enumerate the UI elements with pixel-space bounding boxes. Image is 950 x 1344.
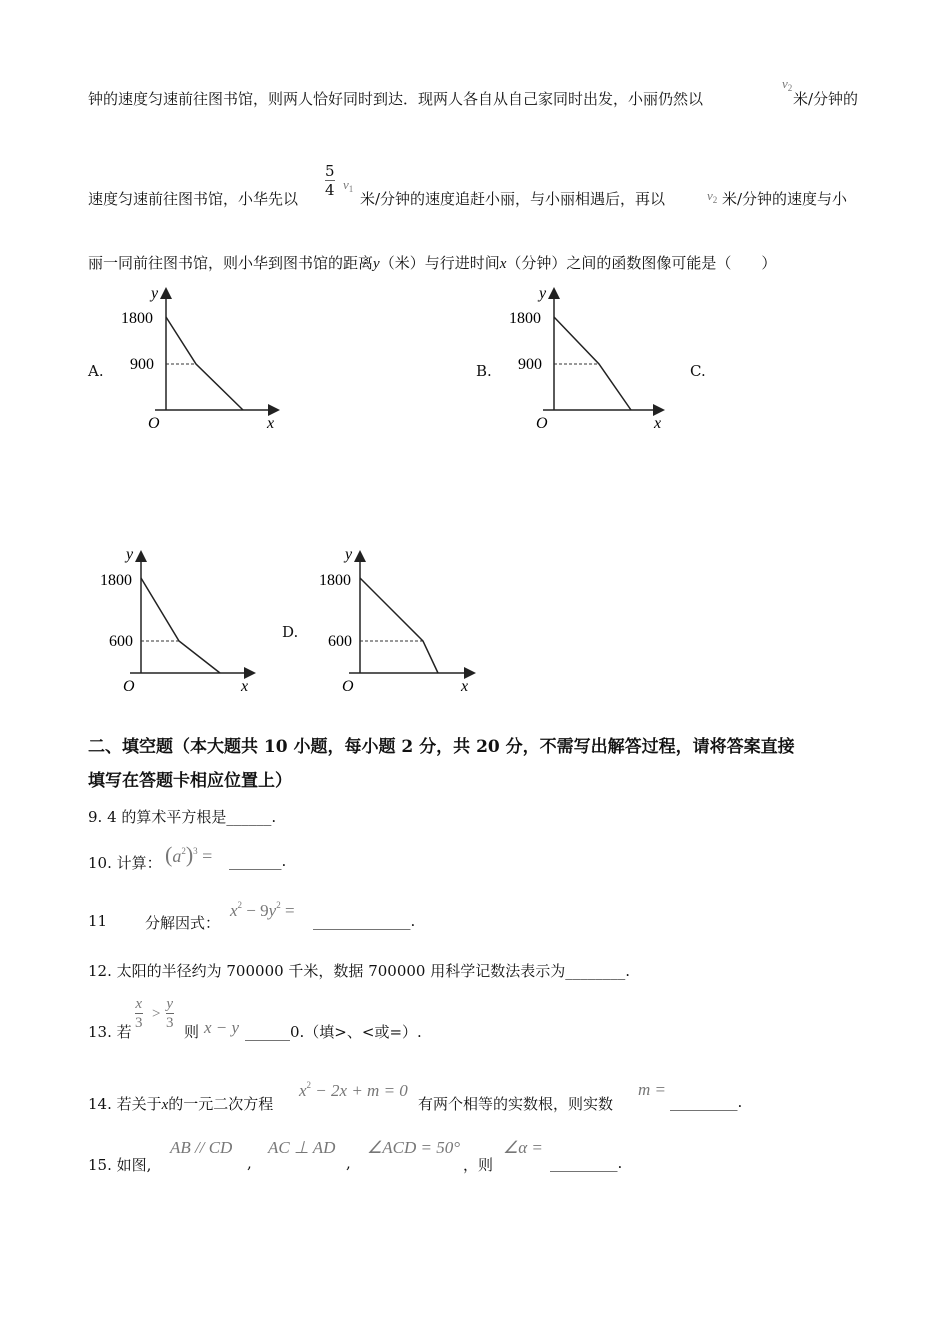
question-10-blank[interactable]: _______. xyxy=(229,852,287,870)
question-10-expression: $(a^2)^3$ = xyxy=(165,842,213,867)
question-13-fraction-1: $\frac{x}{3}$ xyxy=(135,996,143,1031)
section-heading-line1: 二、填空题（本大题共 10 小题，每小题 2 分，共 20 分，不需写出解答过程，请将答案直接 xyxy=(88,737,795,757)
question-11-number: 11 xyxy=(88,912,108,930)
q8-fraction-5-4: $\frac{5}{4}$ xyxy=(325,162,335,199)
graph-d xyxy=(315,545,485,695)
y-axis-label: y xyxy=(151,285,159,302)
tick-1800: 1800 xyxy=(121,310,153,327)
q8-line3: 丽一同前往图书馆，则小华到图书馆的距离y（米）与行进时间x（分钟）之间的函数图像可能是（ ） xyxy=(88,254,777,272)
question-14-equation: $x^2 - 2x + m = 0$ xyxy=(299,1080,408,1100)
y-axis-label: y xyxy=(126,546,134,563)
graph-a xyxy=(115,282,285,432)
question-15-relation-3: ∠ACD = 50° xyxy=(367,1138,461,1157)
x-axis-label: x xyxy=(267,415,275,432)
question-15-ask: ∠α = xyxy=(503,1138,543,1157)
option-d-label[interactable]: D. xyxy=(282,623,299,641)
question-11-label: 分解因式： xyxy=(145,914,221,932)
tick-1800: 1800 xyxy=(100,572,132,589)
option-b-label[interactable]: B. xyxy=(476,362,492,380)
y-axis-label: y xyxy=(345,546,353,563)
question-15-label: 15. 如图, xyxy=(88,1156,152,1174)
question-11-blank[interactable]: _____________. xyxy=(313,912,416,930)
q8-line2-mid: 米/分钟的速度追赶小丽，与小丽相遇后，再以 xyxy=(360,190,666,208)
question-9: 9. 4 的算术平方根是______. xyxy=(88,808,277,826)
option-a-label[interactable]: A. xyxy=(88,362,104,380)
origin-label: O xyxy=(148,415,160,432)
question-13-blank[interactable]: ______0.（填>、<或=）. xyxy=(245,1023,422,1041)
question-13-gt: > xyxy=(152,1006,161,1022)
tick-600: 600 xyxy=(109,633,133,650)
graph-b xyxy=(500,282,670,432)
q8-v2-symbol-2: $v_2$ xyxy=(707,188,718,205)
question-14-post: 有两个相等的实数根，则实数 xyxy=(418,1095,614,1113)
tick-900: 900 xyxy=(130,356,154,373)
question-15-then: ，则 xyxy=(463,1156,494,1174)
tick-1800: 1800 xyxy=(319,572,351,589)
x-axis-label: x xyxy=(654,415,662,432)
y-axis-label: y xyxy=(539,285,547,302)
question-12: 12. 太阳的半径约为 700000 千米，数据 700000 用科学记数法表示为________. xyxy=(88,962,630,980)
graph-c xyxy=(95,545,265,695)
x-axis-label: x xyxy=(461,678,469,695)
tick-1800: 1800 xyxy=(509,310,541,327)
option-c-label[interactable]: C. xyxy=(690,362,706,380)
origin-label: O xyxy=(536,415,548,432)
function-line xyxy=(360,578,438,673)
q8-line2-pre: 速度匀速前往图书馆，小华先以 xyxy=(88,190,299,208)
q8-v2-symbol: $v_2$ xyxy=(782,76,793,93)
origin-label: O xyxy=(123,678,135,695)
question-15-blank[interactable]: _________. xyxy=(550,1154,623,1172)
question-15-comma-2: , xyxy=(346,1154,351,1172)
question-13-fraction-2: $\frac{y}{3}$ xyxy=(166,996,174,1031)
q8-line1-end: 米/分钟的 xyxy=(793,90,859,108)
q8-line1: 钟的速度匀速前往图书馆，则两人恰好同时到达．现两人各自从自己家同时出发，小丽仍然以 xyxy=(88,90,704,108)
section-heading-line2: 填写在答题卡相应位置上） xyxy=(88,771,292,791)
question-13-label: 13. 若 xyxy=(88,1023,132,1041)
q8-v1-symbol: $v_1$ xyxy=(343,177,354,194)
tick-900: 900 xyxy=(518,356,542,373)
function-line xyxy=(141,578,220,673)
question-11-expression: $x^2 - 9y^2$ = xyxy=(230,900,295,920)
question-15-relation-2: AC ⊥ AD xyxy=(268,1138,336,1157)
q8-line2-end: 米/分钟的速度与小 xyxy=(722,190,848,208)
question-14: 14. 若关于x的一元二次方程 xyxy=(88,1095,274,1113)
question-14-blank[interactable]: _________. xyxy=(670,1093,743,1111)
question-14-m: m = xyxy=(638,1080,666,1099)
question-13-then: 则 xyxy=(184,1023,200,1041)
question-13-expression: x − y xyxy=(204,1018,240,1037)
question-15-comma-1: , xyxy=(247,1154,252,1172)
origin-label: O xyxy=(342,678,354,695)
question-10-label: 10. 计算： xyxy=(88,854,162,872)
tick-600: 600 xyxy=(328,633,352,650)
question-15-relation-1: AB // CD xyxy=(170,1138,233,1157)
x-axis-label: x xyxy=(241,678,249,695)
